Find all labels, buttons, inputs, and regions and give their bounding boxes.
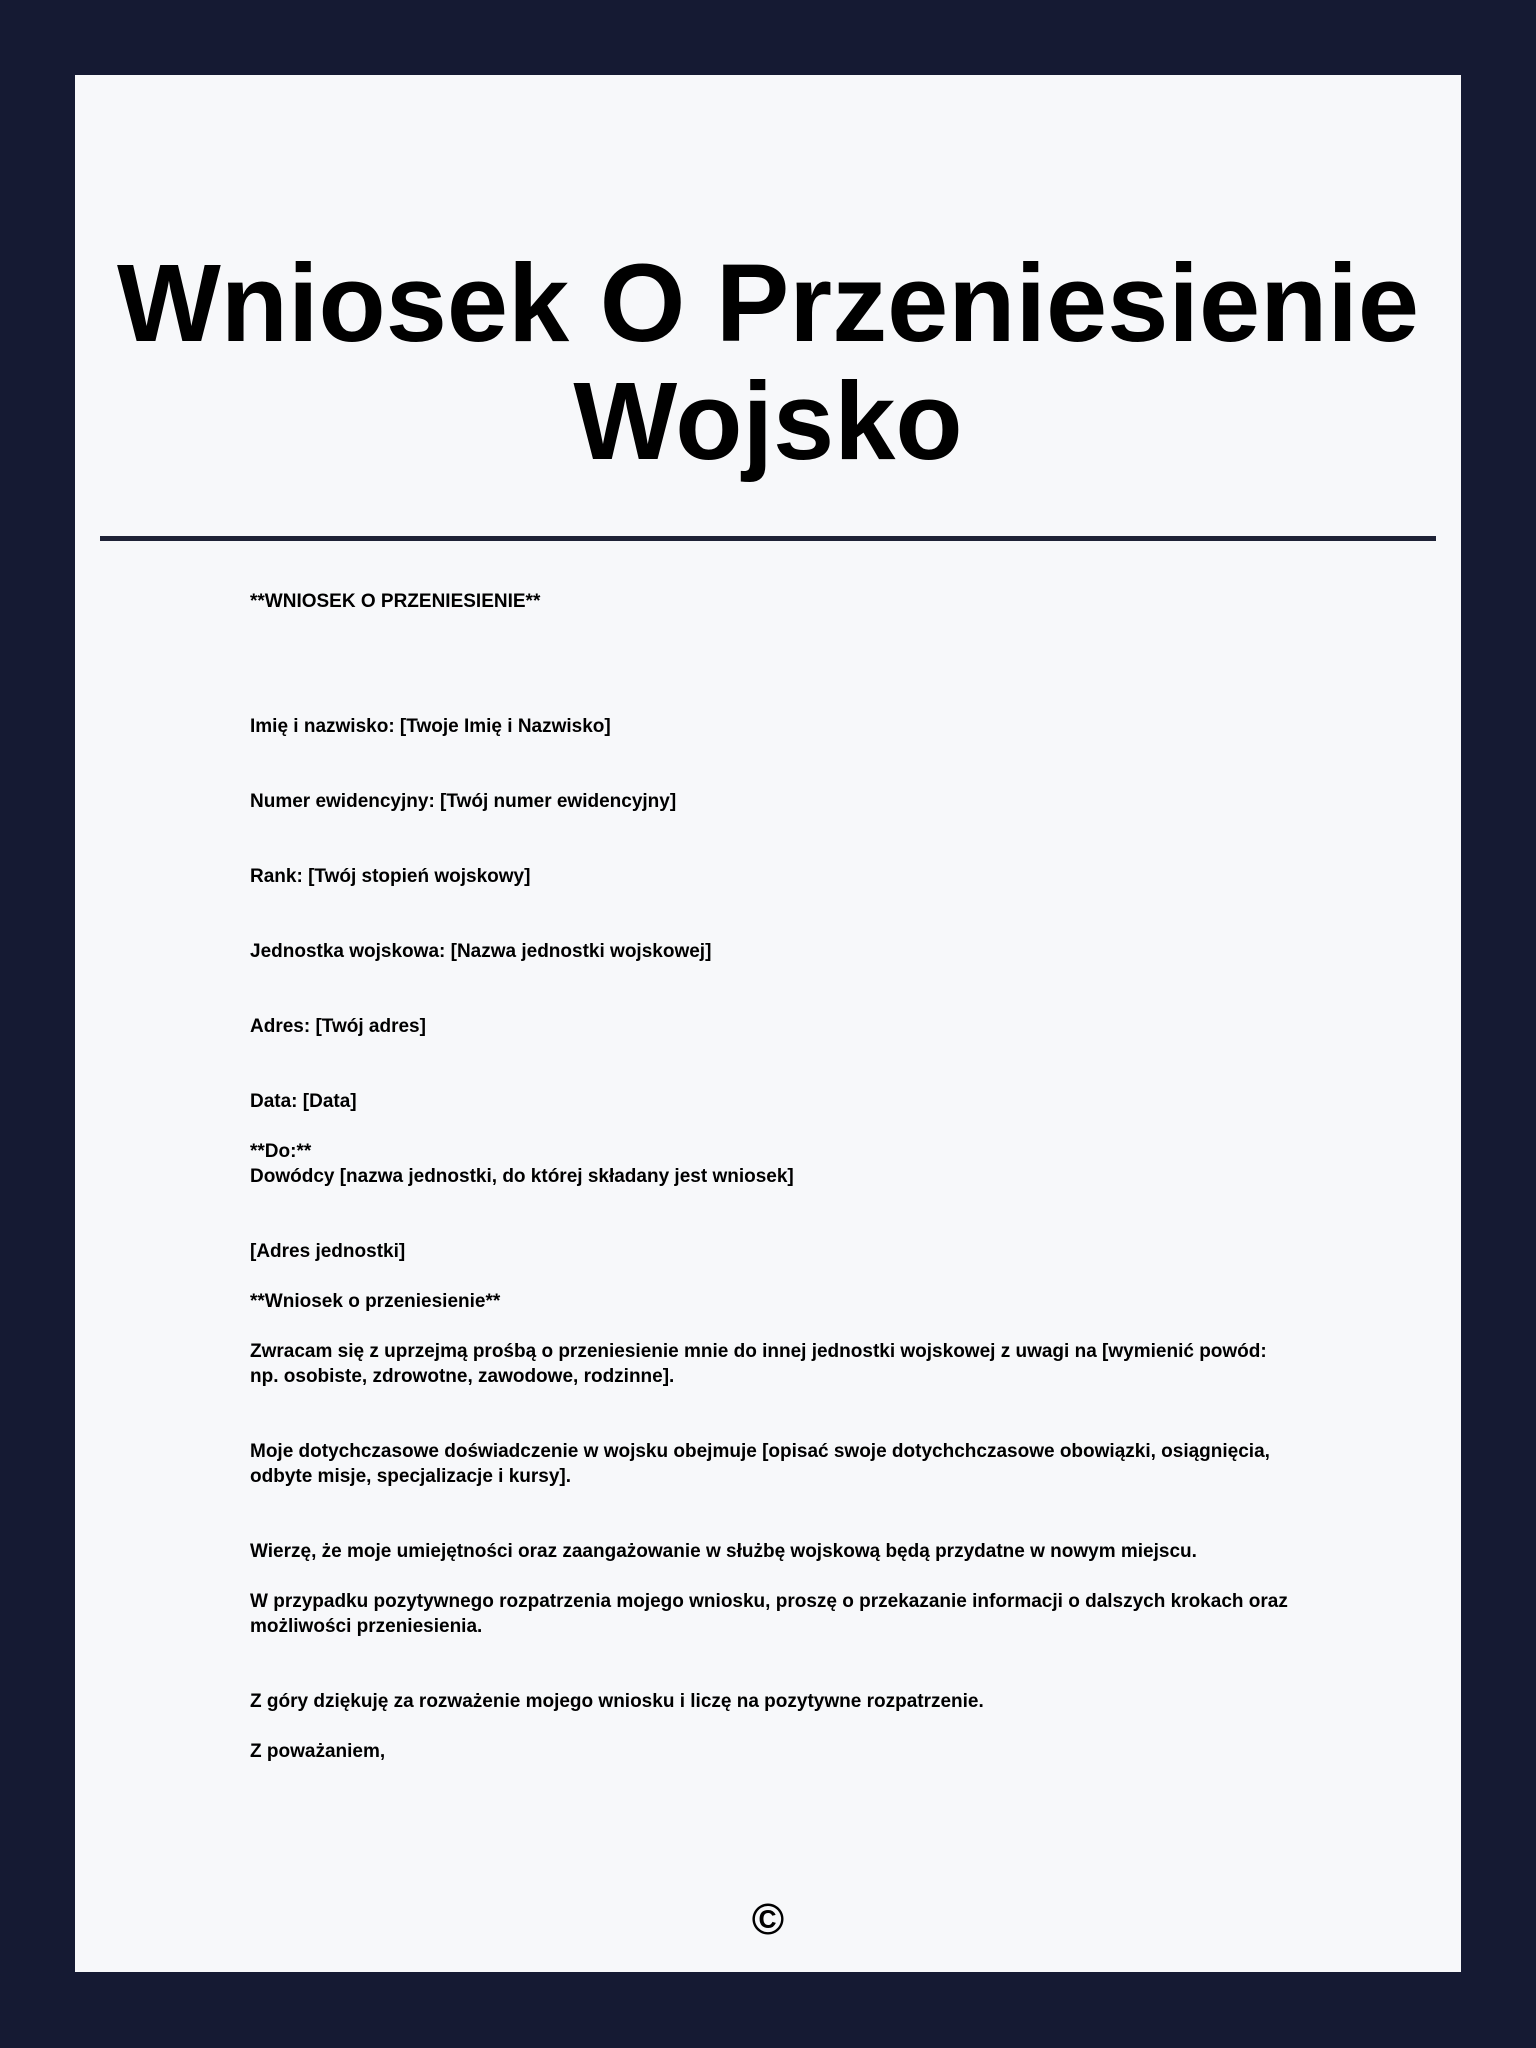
document-page (75, 75, 1461, 1972)
rank-line: Rank: [Twój stopień wojskowy] (250, 866, 531, 887)
paragraph-experience: Moje dotychczasowe doświadczenie w wojsku obejmuje [opisać swoje dotychchczasowe obowiązki, osiągnięcia, odbyte misje, specjalizacje i kursy]. (250, 1441, 1270, 1487)
paragraph-next-steps: W przypadku pozytywnego rozpatrzenia mojego wniosku, proszę o przekazanie informacji o dalszych krokach oraz możliwości przeniesienia. (250, 1591, 1288, 1637)
unit-address-line: [Adres jednostki] (250, 1241, 406, 1262)
to-label: **Do:** (250, 1141, 312, 1162)
request-heading: **WNIOSEK O PRZENIESIENIE** (250, 591, 541, 612)
title-divider (100, 536, 1436, 541)
date-line: Data: [Data] (250, 1091, 357, 1112)
commander-line: Dowódcy [nazwa jednostki, do której składany jest wniosek] (250, 1166, 794, 1187)
paragraph-thanks: Z góry dziękuję za rozważenie mojego wniosku i liczę na pozytywne rozpatrzenie. (250, 1691, 984, 1712)
copyright-icon: © (751, 1895, 785, 1944)
paragraph-skills: Wierzę, że moje umiejętności oraz zaangażowanie w służbę wojskową będą przydatne w nowym miejscu. (250, 1541, 1197, 1562)
document-title: Wniosek O Przeniesienie Wojsko (116, 242, 1420, 483)
subject-line: **Wniosek o przeniesienie** (250, 1291, 501, 1312)
name-line: Imię i nazwisko: [Twoje Imię i Nazwisko] (250, 716, 611, 737)
number-line: Numer ewidencyjny: [Twój numer ewidencyjny] (250, 791, 677, 812)
address-line: Adres: [Twój adres] (250, 1016, 426, 1037)
closing-line: Z poważaniem, (250, 1741, 386, 1762)
unit-line: Jednostka wojskowa: [Nazwa jednostki wojskowej] (250, 941, 712, 962)
paragraph-reason: Zwracam się z uprzejmą prośbą o przeniesienie mnie do innej jednostki wojskowej z uwagi na [wymienić powód: np. osobiste, zdrowotne, zawodowe, rodzinne]. (250, 1341, 1267, 1387)
